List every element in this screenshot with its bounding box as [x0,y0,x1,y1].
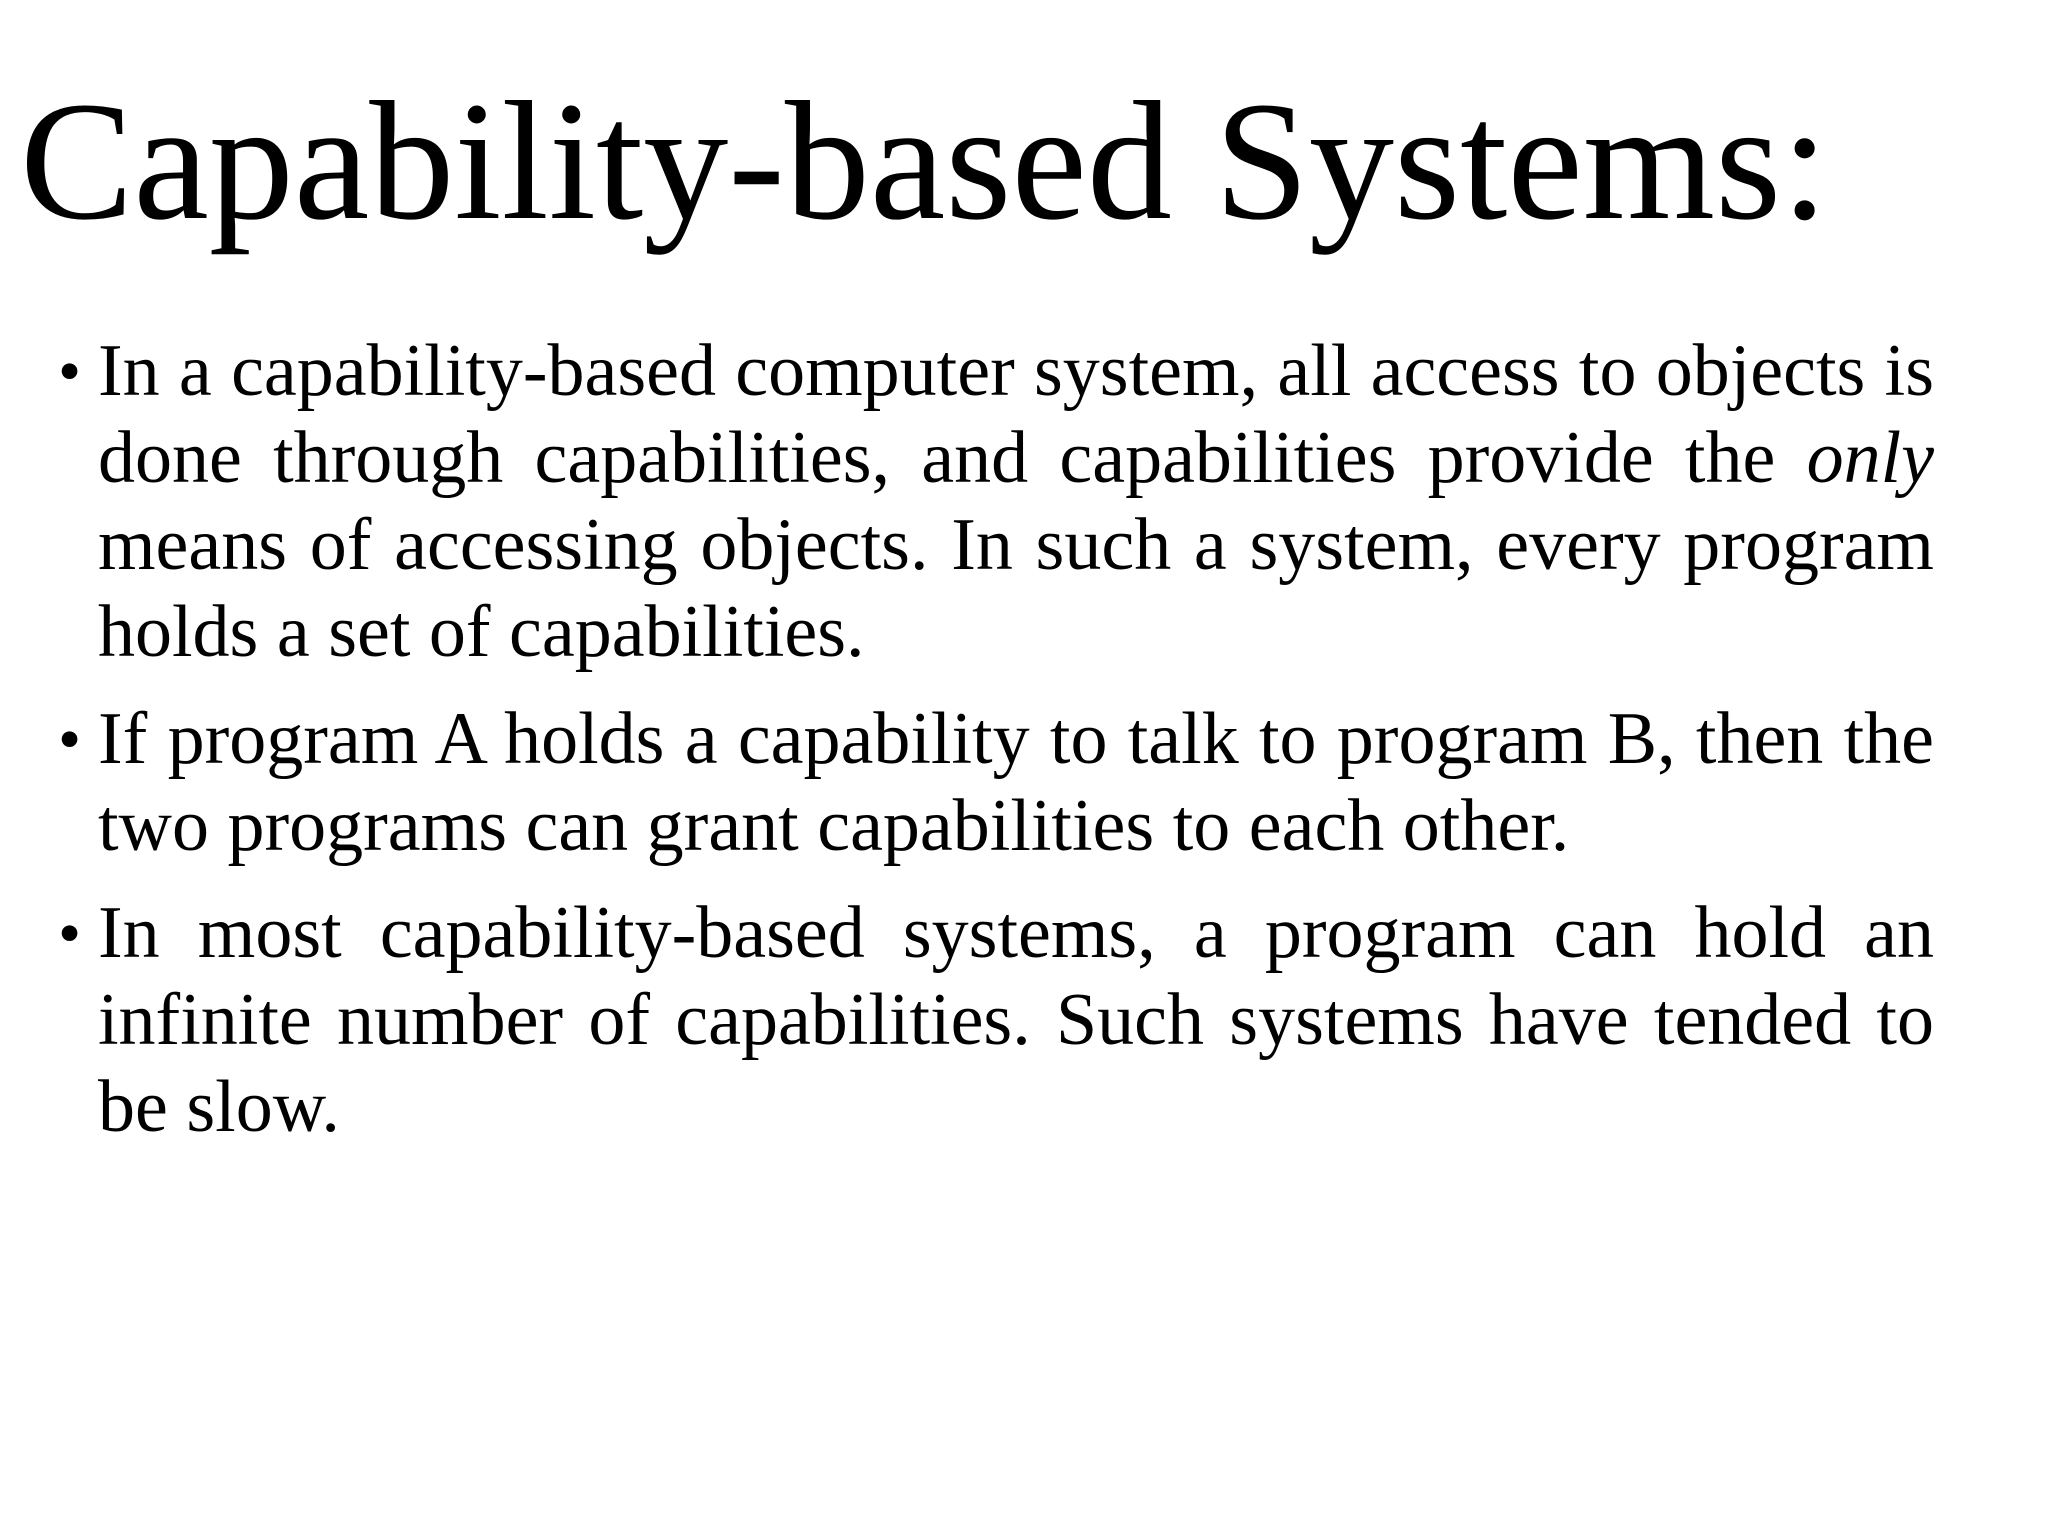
bullet-item [58,696,1934,870]
bullet-list [58,328,1934,1171]
bullet-dot-icon: • [58,335,82,408]
bullet-text-start: In a capability-based computer system, all access to objects is done through capabilities, and capabilities provide the [98,330,1934,499]
bullet-dot-icon: • [58,897,82,970]
bullet-text [98,890,1934,1151]
slide-title: Capability-based Systems: [20,67,1829,255]
bullet-item [58,328,1934,676]
bullet-item [58,890,1934,1151]
bullet-emphasis: only [1806,417,1934,499]
bullet-text-end: means of accessing objects. In such a system, every program holds a set of capabilities. [98,504,1934,673]
bullet-text [98,328,1934,676]
bullet-text-start: If program A holds a capability to talk to program B, then the two programs can grant capabilities to each other. [98,698,1934,867]
bullet-text-start: In most capability-based systems, a program can hold an infinite number of capabilities. Such systems have tended to be slow. [98,892,1934,1148]
bullet-text [98,696,1934,870]
bullet-dot-icon: • [58,703,82,776]
